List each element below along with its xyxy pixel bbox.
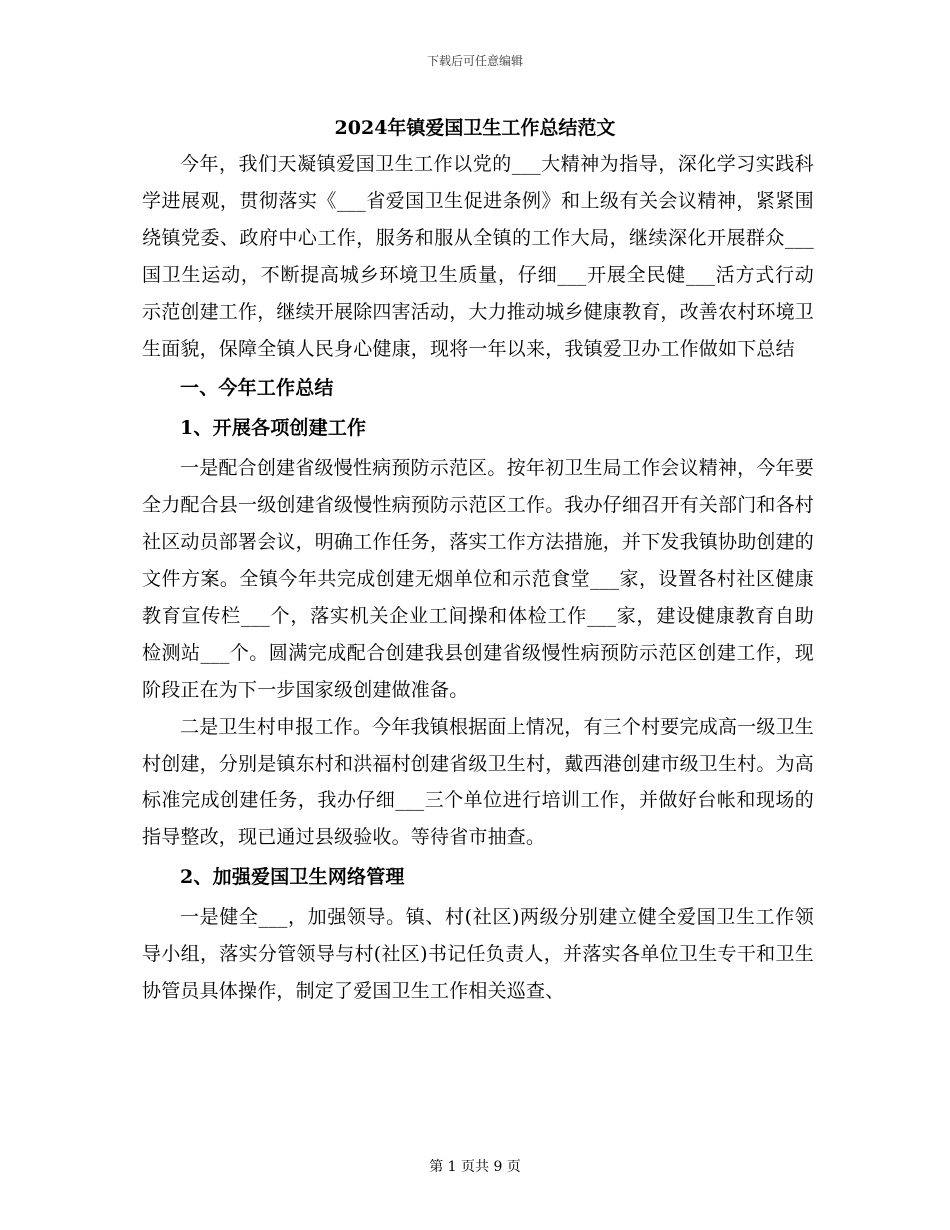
body-paragraph: 一是配合创建省级慢性病预防示范区。按年初卫生局工作会议精神，今年要全力配合县一级创建省级慢性病预防示范区工作。我办仔细召开有关部门和各村社区动员部署会议，明确工作任务，落实工作方法措施，并下发我镇协助创建的文件方案。全镇今年共完成创建无烟单位和示范食堂___家，设置各村社区健康教育宣传栏___个，落实机关企业工间操和体检工作___家，建设健康教育自助检测站___个。圆满完成配合创建我县创建省级慢性病预防示范区创建工作，现阶段正在为下一步国家级创建做准备。	[142, 457, 815, 701]
section-heading-1: 一、今年工作总结	[180, 377, 334, 400]
page-number: 第 1 页共 9 页	[429, 1159, 521, 1175]
body-paragraph: 一是健全___，加强领导。镇、村(社区)两级分别建立健全爱国卫生工作领导小组，落实分管领导与村(社区)书记任负责人，并落实各单位卫生专干和卫生协管员具体操作，制定了爱国卫生工作相关巡查、	[142, 906, 814, 1002]
intro-paragraph: 今年，我们天凝镇爱国卫生工作以党的___大精神为指导，深化学习实践科学进展观，贯彻落实《___省爱国卫生促进条例》和上级有关会议精神，紧紧围绕镇党委、政府中心工作，服务和服从全镇的工作大局，继续深化开展群众___国卫生运动，不断提高城乡环境卫生质量，仔细___开展全民健___活方式行动示范创建工作，继续开展除四害活动，大力推动城乡健康教育，改善农村环境卫生面貌，保障全镇人民身心健康，现将一年以来，我镇爱卫办工作做如下总结	[142, 153, 815, 360]
document-title: 2024年镇爱国卫生工作总结范文	[334, 117, 616, 139]
subsection-heading-1: 1、开展各项创建工作	[180, 417, 367, 440]
subsection-heading-2: 2、加强爱国卫生网络管理	[180, 866, 405, 889]
body-paragraph: 二是卫生村申报工作。今年我镇根据面上情况，有三个村要完成高一级卫生村创建，分别是镇东村和洪福村创建省级卫生村，戴西港创建市级卫生村。为高标准完成创建任务，我办仔细___三个单位进行培训工作，并做好台帐和现场的指导整改，现已通过县级验收。等待省市抽查。	[142, 715, 815, 849]
document-body	[142, 146, 814, 1010]
page-header-note: 下载后可任意编辑	[426, 54, 523, 68]
